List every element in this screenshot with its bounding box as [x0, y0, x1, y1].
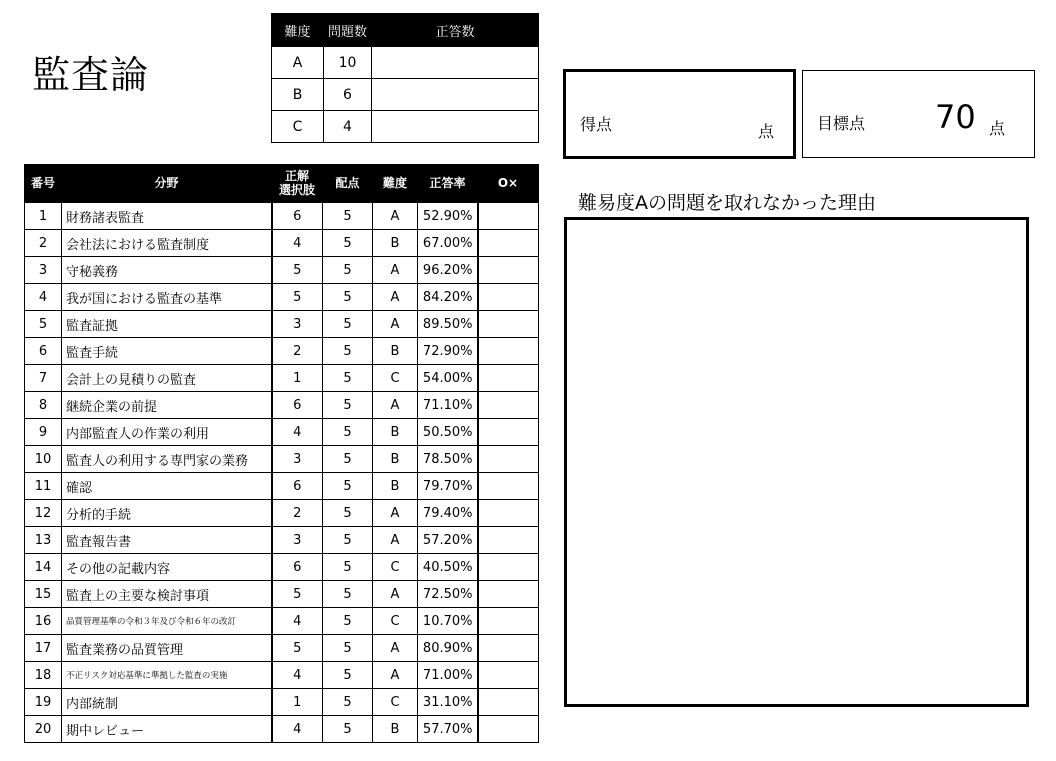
summary-row: [272, 111, 539, 143]
answer-cell: 5: [272, 284, 323, 311]
summary-count-cell: 6: [324, 79, 372, 111]
difficulty-cell: A: [373, 581, 418, 608]
question-number-cell: 6: [25, 338, 62, 365]
points-cell: 5: [323, 365, 373, 392]
field-cell: 我が国における監査の基準: [62, 284, 272, 311]
header-answer-line2: 選択肢: [278, 182, 315, 197]
answer-cell: 5: [272, 257, 323, 284]
summary-row: [272, 47, 539, 79]
answer-cell: 3: [272, 527, 323, 554]
answer-cell: 2: [272, 338, 323, 365]
answer-cell: 5: [272, 635, 323, 662]
result-mark-cell[interactable]: [478, 392, 539, 419]
points-cell: 5: [323, 446, 373, 473]
field-cell: 監査上の主要な検討事項: [62, 581, 272, 608]
table-row: [25, 689, 539, 716]
question-number-cell: 5: [25, 311, 62, 338]
difficulty-cell: B: [373, 446, 418, 473]
question-number-cell: 19: [25, 689, 62, 716]
summary-header-row: [272, 14, 539, 47]
answer-cell: 5: [272, 581, 323, 608]
correct-rate-cell: 54.00%: [418, 365, 478, 392]
field-cell: 内部統制: [62, 689, 272, 716]
correct-rate-cell: 10.70%: [418, 608, 478, 635]
difficulty-cell: A: [373, 635, 418, 662]
result-mark-cell[interactable]: [478, 338, 539, 365]
correct-rate-cell: 31.10%: [418, 689, 478, 716]
score-unit: 点: [758, 122, 775, 141]
result-mark-cell[interactable]: [478, 500, 539, 527]
correct-rate-cell: 89.50%: [418, 311, 478, 338]
target-value: 70: [935, 98, 976, 136]
score-box: [563, 69, 796, 159]
page-title: 監査論: [32, 53, 150, 97]
correct-rate-cell: 57.70%: [418, 716, 478, 743]
question-number-cell: 2: [25, 230, 62, 257]
header-answer-line1: 正解: [284, 168, 309, 183]
field-cell: 監査報告書: [62, 527, 272, 554]
field-cell: その他の記載内容: [62, 554, 272, 581]
summary-header-level: 難度: [272, 14, 324, 47]
summary-correct-cell[interactable]: [372, 47, 539, 79]
field-cell: 監査業務の品質管理: [62, 635, 272, 662]
correct-rate-cell: 67.00%: [418, 230, 478, 257]
correct-rate-cell: 80.90%: [418, 635, 478, 662]
correct-rate-cell: 71.10%: [418, 392, 478, 419]
header-answer: [272, 165, 323, 203]
difficulty-summary-table: [271, 13, 539, 143]
question-number-cell: 3: [25, 257, 62, 284]
summary-correct-cell[interactable]: [372, 111, 539, 143]
header-difficulty: 難度: [373, 165, 418, 203]
result-mark-cell[interactable]: [478, 581, 539, 608]
field-cell: 財務諸表監査: [62, 203, 272, 230]
points-cell: 5: [323, 554, 373, 581]
header-points: 配点: [323, 165, 373, 203]
question-number-cell: 13: [25, 527, 62, 554]
header-mark: O×: [478, 165, 539, 203]
reason-input-box[interactable]: [564, 217, 1029, 707]
field-cell: 監査証拠: [62, 311, 272, 338]
result-mark-cell[interactable]: [478, 527, 539, 554]
question-number-cell: 16: [25, 608, 62, 635]
points-cell: 5: [323, 284, 373, 311]
answer-cell: 4: [272, 230, 323, 257]
table-row: [25, 473, 539, 500]
difficulty-cell: A: [373, 392, 418, 419]
points-cell: 5: [323, 473, 373, 500]
points-cell: 5: [323, 689, 373, 716]
answer-cell: 4: [272, 662, 323, 689]
summary-header-correct: 正答数: [372, 14, 539, 47]
answer-cell: 4: [272, 608, 323, 635]
result-mark-cell[interactable]: [478, 203, 539, 230]
result-mark-cell[interactable]: [478, 230, 539, 257]
result-mark-cell[interactable]: [478, 689, 539, 716]
difficulty-cell: B: [373, 230, 418, 257]
points-cell: 5: [323, 608, 373, 635]
difficulty-cell: C: [373, 689, 418, 716]
answer-cell: 4: [272, 716, 323, 743]
difficulty-cell: C: [373, 554, 418, 581]
answer-cell: 6: [272, 392, 323, 419]
answer-cell: 2: [272, 500, 323, 527]
points-cell: 5: [323, 338, 373, 365]
points-cell: 5: [323, 635, 373, 662]
answer-cell: 4: [272, 419, 323, 446]
question-number-cell: 15: [25, 581, 62, 608]
table-row: [25, 419, 539, 446]
target-unit: 点: [989, 119, 1006, 138]
points-cell: 5: [323, 230, 373, 257]
question-number-cell: 8: [25, 392, 62, 419]
question-number-cell: 12: [25, 500, 62, 527]
answer-cell: 6: [272, 203, 323, 230]
difficulty-cell: C: [373, 365, 418, 392]
table-row: [25, 446, 539, 473]
correct-rate-cell: 57.20%: [418, 527, 478, 554]
correct-rate-cell: 72.90%: [418, 338, 478, 365]
difficulty-cell: A: [373, 257, 418, 284]
field-cell: 監査手続: [62, 338, 272, 365]
table-row: [25, 203, 539, 230]
question-number-cell: 14: [25, 554, 62, 581]
field-cell: 品質管理基準の令和３年及び令和６年の改訂: [62, 608, 272, 635]
score-label: 得点: [580, 115, 613, 134]
points-cell: 5: [323, 662, 373, 689]
table-row: [25, 581, 539, 608]
points-cell: 5: [323, 419, 373, 446]
table-row: [25, 662, 539, 689]
table-row: [25, 635, 539, 662]
table-row: [25, 338, 539, 365]
answer-cell: 3: [272, 446, 323, 473]
target-label: 目標点: [817, 114, 866, 133]
difficulty-cell: B: [373, 338, 418, 365]
result-mark-cell[interactable]: [478, 716, 539, 743]
question-number-cell: 17: [25, 635, 62, 662]
summary-correct-cell[interactable]: [372, 79, 539, 111]
points-cell: 5: [323, 716, 373, 743]
points-cell: 5: [323, 392, 373, 419]
correct-rate-cell: 79.70%: [418, 473, 478, 500]
header-rate: 正答率: [418, 165, 478, 203]
target-score-box: [802, 70, 1035, 158]
difficulty-cell: A: [373, 203, 418, 230]
correct-rate-cell: 71.00%: [418, 662, 478, 689]
result-mark-cell[interactable]: [478, 554, 539, 581]
answer-cell: 6: [272, 554, 323, 581]
difficulty-cell: C: [373, 608, 418, 635]
correct-rate-cell: 78.50%: [418, 446, 478, 473]
difficulty-cell: B: [373, 419, 418, 446]
question-number-cell: 9: [25, 419, 62, 446]
field-cell: 会計上の見積りの監査: [62, 365, 272, 392]
question-number-cell: 1: [25, 203, 62, 230]
points-cell: 5: [323, 257, 373, 284]
table-row: [25, 716, 539, 743]
result-mark-cell[interactable]: [478, 446, 539, 473]
question-number-cell: 18: [25, 662, 62, 689]
answer-cell: 3: [272, 311, 323, 338]
question-number-cell: 11: [25, 473, 62, 500]
field-cell: 監査人の利用する専門家の業務: [62, 446, 272, 473]
correct-rate-cell: 50.50%: [418, 419, 478, 446]
points-cell: 5: [323, 500, 373, 527]
result-mark-cell[interactable]: [478, 419, 539, 446]
field-cell: 分析的手続: [62, 500, 272, 527]
summary-count-cell: 4: [324, 111, 372, 143]
header-no: 番号: [25, 165, 62, 203]
result-mark-cell[interactable]: [478, 311, 539, 338]
field-cell: 会社法における監査制度: [62, 230, 272, 257]
points-cell: 5: [323, 203, 373, 230]
correct-rate-cell: 79.40%: [418, 500, 478, 527]
points-cell: 5: [323, 527, 373, 554]
result-mark-cell[interactable]: [478, 365, 539, 392]
field-cell: 守秘義務: [62, 257, 272, 284]
summary-header-count: 問題数: [324, 14, 372, 47]
points-cell: 5: [323, 311, 373, 338]
answer-cell: 1: [272, 365, 323, 392]
summary-level-cell: C: [272, 111, 324, 143]
table-row: [25, 365, 539, 392]
field-cell: 内部監査人の作業の利用: [62, 419, 272, 446]
correct-rate-cell: 96.20%: [418, 257, 478, 284]
table-row: [25, 311, 539, 338]
field-cell: 継続企業の前提: [62, 392, 272, 419]
difficulty-cell: A: [373, 662, 418, 689]
header-field: 分野: [62, 165, 272, 203]
question-table: [24, 164, 539, 743]
result-mark-cell[interactable]: [478, 608, 539, 635]
table-row: [25, 230, 539, 257]
field-cell: 期中レビュー: [62, 716, 272, 743]
result-mark-cell[interactable]: [478, 284, 539, 311]
summary-level-cell: B: [272, 79, 324, 111]
answer-cell: 6: [272, 473, 323, 500]
field-cell: 確認: [62, 473, 272, 500]
difficulty-cell: A: [373, 284, 418, 311]
result-mark-cell[interactable]: [478, 662, 539, 689]
difficulty-cell: B: [373, 716, 418, 743]
points-cell: 5: [323, 581, 373, 608]
table-row: [25, 284, 539, 311]
table-row: [25, 554, 539, 581]
question-number-cell: 4: [25, 284, 62, 311]
summary-level-cell: A: [272, 47, 324, 79]
table-row: [25, 608, 539, 635]
difficulty-cell: A: [373, 527, 418, 554]
result-mark-cell[interactable]: [478, 473, 539, 500]
difficulty-cell: A: [373, 311, 418, 338]
table-row: [25, 500, 539, 527]
summary-row: [272, 79, 539, 111]
table-row: [25, 392, 539, 419]
answer-cell: 1: [272, 689, 323, 716]
field-cell: 不正リスク対応基準に準拠した監査の実施: [62, 662, 272, 689]
question-header-row: [25, 165, 539, 203]
summary-count-cell: 10: [324, 47, 372, 79]
correct-rate-cell: 52.90%: [418, 203, 478, 230]
difficulty-cell: B: [373, 473, 418, 500]
correct-rate-cell: 40.50%: [418, 554, 478, 581]
table-row: [25, 527, 539, 554]
question-number-cell: 7: [25, 365, 62, 392]
result-mark-cell[interactable]: [478, 635, 539, 662]
correct-rate-cell: 72.50%: [418, 581, 478, 608]
correct-rate-cell: 84.20%: [418, 284, 478, 311]
result-mark-cell[interactable]: [478, 257, 539, 284]
reason-title: 難易度Aの問題を取れなかった理由: [578, 192, 876, 214]
question-number-cell: 20: [25, 716, 62, 743]
difficulty-cell: A: [373, 500, 418, 527]
question-number-cell: 10: [25, 446, 62, 473]
table-row: [25, 257, 539, 284]
